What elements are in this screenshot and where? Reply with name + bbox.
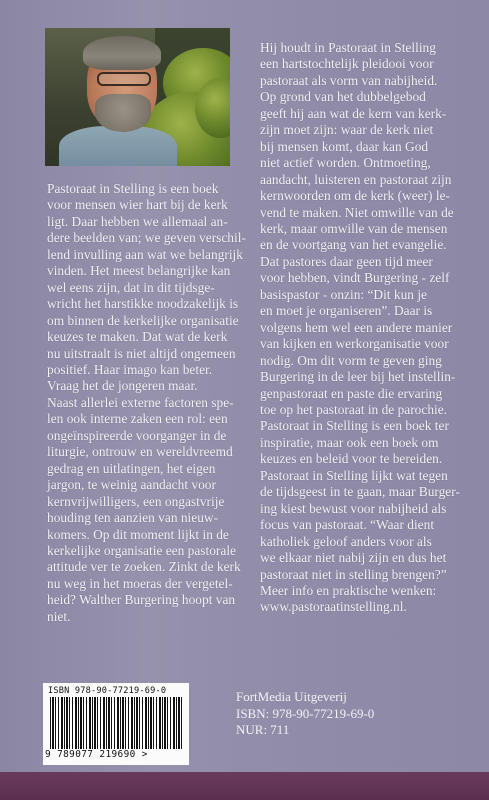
blurb-right-column — [260, 40, 465, 616]
author-photo — [45, 28, 230, 166]
blurb-left-column — [47, 181, 247, 625]
publisher-nur: NUR: 711 — [236, 722, 290, 737]
publisher-info — [236, 689, 416, 739]
blurb-right-text: Hij houdt in Pastoraat in Stelling een hartstochtelijk pleidooi voor pastoraat als vorm van nabijheid. Op grond van het dubbelgebod geeft hij aan wat de kern van kerk- zijn moet zijn: waar de kerk niet bij mensen komt, daar kan God niet actief worden. Ontmoeting, aandacht, luisteren en pastoraat zijn kernwoorden om de kerk (weer) le- vend te maken. Niet omwille van de kerk, maar omwille van de mensen en de voortgang van het evangelie. Dat pastores daar geen tijd meer voor hebben, vindt Burgering - zelf basispastor - onzin: “Dit kun je en moet je organiseren”. Daar is volgens hem wel een andere manier van kijken en werkorganisatie voor nodig. Om dit vorm te geven ging Burgering in de leer bij het instellin- genpastoraat en paste die ervaring toe op het pastoraat in de parochie. Pastoraat in Stelling is een boek ter inspiratie, maar ook een boek om keuzes en beleid voor te bereiden. Pastoraat in Stelling lijkt wat tegen de tijdsgeest in te gaan, maar Burger- ing kiest bewust voor nabijheid als focus van pastoraat. “Waar dient katholiek geloof anders voor als we elkaar niet nabij zijn en dus het pastoraat niet in stelling brengen?” Meer info en praktische wenken: www.pastoraatinstelling.nl. — [260, 40, 460, 615]
blurb-left-text: Pastoraat in Stelling is een boek voor mensen wier hart bij de kerk ligt. Daar hebben we allemaal an- dere beelden van; we geven verschil- lend invulling aan wat we belangrijk vinden. Het meest belangrijke kan wel eens zijn, dat in dit tijdsge- wricht het harstikke noodzakelijk is om binnen de kerkelijke organisatie keuzes te maken. Dat wat de kerk nu uitstraalt is niet altijd ongemeen positief. Haar imago kan beter. Vraag het de jongeren maar. Naast allerlei externe factoren spe- len ook interne zaken een rol: een ongeïnspireerde voorganger in de liturgie, ontrouw en wereldvreemd gedrag en uitlatingen, het eigen jargon, te weinig aandacht voor kernvrijwilligers, een ongastvrije houding ten aanzien van nieuw- komers. Op dit moment lijkt in de kerkelijke organisatie een pastorale attitude ver te zoeken. Zinkt de kerk nu weg in het moeras der vergetel- heid? Walther Burgering hoopt van niet. — [47, 181, 246, 624]
barcode — [43, 683, 189, 765]
barcode-digits: 9 789077 219690 > — [45, 749, 148, 760]
bottom-color-band — [0, 772, 489, 800]
publisher-name: FortMedia Uitgeverij — [236, 689, 347, 704]
barcode-bars — [50, 697, 182, 749]
publisher-isbn: ISBN: 978-90-77219-69-0 — [236, 705, 375, 721]
barcode-isbn-label: ISBN 978-90-77219-69-0 — [48, 686, 167, 696]
